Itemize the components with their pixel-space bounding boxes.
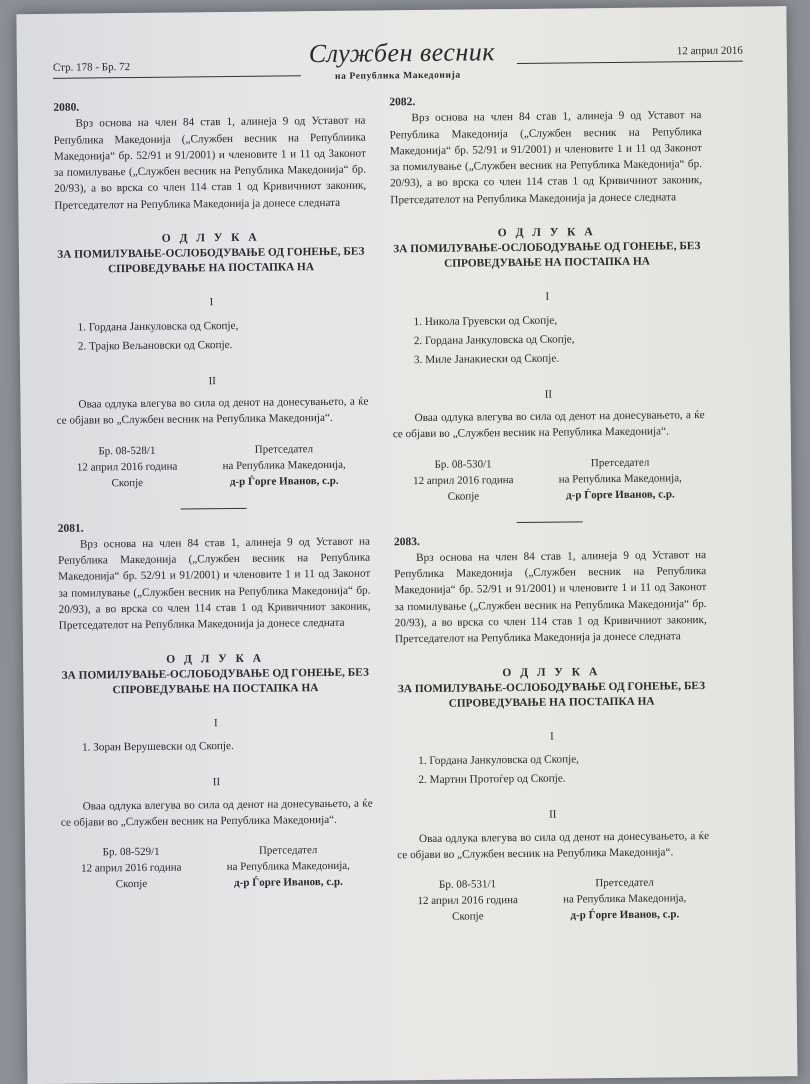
registration-place: Скопје [111,476,144,489]
registration-number: Бр. 08-528/1 [98,444,156,457]
decision-number: 2081. [57,522,84,535]
decision-preamble: Врз основа на член 84 став 1, алинеја 9 од Уставот на Република Македонија („Службен весник на Република Македонија“ бр. 52/91 и 91/2001) и членовите 1 и 11 од Законот за помилување („Службен весник на Република Македонија“ бр. 20/93), а во врска со член 114 став 1 од Кривичниот законик, Претседателот на Република Македонија ја донесе следната [389,109,703,207]
registration-place: Скопје [447,489,480,503]
decision-subtitle: ЗА ПОМИЛУВАЊЕ-ОСЛОБОДУВАЊЕ ОД ГОНЕЊЕ, БЕЗ СПРОВЕДУВАЊЕ НА ПОСТАПКА НА [397,679,706,710]
left-column [53,97,373,893]
issue-date: 12 април 2016 [676,44,743,58]
list-item: 3. Миле Јанакиески од Скопје. [413,352,560,366]
list-item: 1. Никола Груевски од Скопје, [413,314,558,328]
list-item: 2. Гордана Јанкуловска од Скопје, [413,333,575,347]
signature-block [397,874,709,925]
header-rule-right [517,61,743,64]
list-item: 1. Гордана Јанкуловска од Скопје, [77,319,239,334]
separator-rule [181,507,247,509]
decision-preamble: Врз основа на член 84 став 1, алинеја 9 од Уставот на Република Македонија („Службен весник на Републиика Македонија“ бр. 52/91 и 91/2001) и членовите 1 и 11 од Законот за помилување („Службен весник на Република Македонија“ бр. 20/93), а во врска со член 114 став 1 од Кривичниот законик, Претседателот на Република Македонија ја донесе следната [53,114,367,212]
president-of: на Република Македонија, [222,458,346,472]
president-of: на Република Македонија, [226,859,350,874]
registration-place: Скопје [452,910,484,923]
section-heading: I [550,730,554,743]
effect-clause: Оваа одлука влегува во сила од денот на донесувањето, а ќе се објави во „Службен весник на Република Македонија“. [56,395,369,428]
decision-block [389,91,705,505]
president-name: д-р Ѓорге Иванов, с.р. [566,487,675,502]
decision-number: 2082. [389,96,416,109]
signature-block [61,842,373,893]
gazette-page [16,6,797,1084]
president-title: Претседател [595,876,654,890]
president-name: д-р Ѓорге Иванов, с.р. [229,474,339,488]
decision-title: О Д Л У К А [497,226,596,240]
registration-date: 12 април 2016 година [417,894,518,908]
president-name: д-р Ѓорге Иванов, с.р. [234,875,343,890]
right-column [389,91,710,925]
decision-number: 2080. [53,101,80,114]
gazette-logo-title: Службен весник [308,37,496,69]
decision-title: О Д Л У К А [166,652,265,666]
registration-date: 12 април 2016 година [76,460,178,474]
section-heading: I [209,296,214,309]
section-heading: II [208,374,216,387]
section-heading: II [544,388,553,401]
decision-subtitle: ЗА ПОМИЛУВАЊЕ-ОСЛОБОДУВАЊЕ ОД ГОНЕЊЕ, БЕЗ СПРОВЕДУВАЊЕ НА ПОСТАПКА НА [61,666,369,697]
president-name: д-р Ѓорге Иванов, с.р. [570,908,680,922]
registration-place: Скопје [115,878,148,891]
effect-clause: Оваа одлука влегува во сила од денот на донесувањето, а ќе се објави во „Службен весник на Република Македонија“. [397,829,710,862]
president-title: Претседател [258,844,318,857]
decision-title: О Д Л У К А [502,665,601,679]
list-item: 1. Зоран Верушевски од Скопје. [81,740,234,754]
gazette-logo-subtitle: на Република Македонија [334,70,461,82]
list-item: 1. Гордана Јанкуловска од Скопје, [418,753,580,768]
registration-number: Бр. 08-529/1 [102,845,160,859]
list-item: 2. Мартин Протоѓер од Скопје. [418,772,566,787]
header-rule-left [53,75,301,79]
decision-subtitle: ЗА ПОМИЛУВАЊЕ-ОСЛОБОДУВАЊЕ ОД ГОНЕЊЕ, БЕЗ СПРОВЕДУВАЊЕ НА ПОСТАПКА НА [57,245,365,276]
section-heading: I [545,291,550,304]
decision-subtitle: ЗА ПОМИЛУВАЊЕ-ОСЛОБОДУВАЊЕ ОД ГОНЕЊЕ, БЕЗ СПРОВЕДУВАЊЕ НА ПОСТАПКА НА [393,240,701,271]
president-of: на Република Македонија, [558,471,682,486]
registration-number: Бр. 08-531/1 [438,878,497,891]
page-header [29,37,767,98]
signature-block [57,440,369,491]
section-heading: II [212,776,221,789]
separator-rule [517,521,583,523]
registration-date: 12 април 2016 година [412,473,514,487]
effect-clause: Оваа одлука влегува во сила од денот на донесувањето, а ќе се објави во „Службен весник на Република Македонија“. [392,409,705,441]
decision-block [58,517,374,893]
decision-number: 2083. [393,535,420,548]
decision-preamble: Врз основа на член 84 став 1, алинеја 9 од Уставот на Република Македонија („Службен весник на Република Македонија“ бр. 52/91 и 91/2001) и членовите 1 и 11 од Законот за помилување („Службен весник на Република Македонија“ бр. 20/93), а во врска со член 114 став 1 од Кривичниот законик, Претседателот на Република Македонија ја донесе следната [394,548,707,646]
registration-date: 12 април 2016 година [81,861,182,875]
list-item: 2. Трајко Вељановски од Скопје. [77,338,233,353]
president-of: на Република Македонија, [563,892,687,906]
decision-title: О Д Л У К А [161,231,260,245]
section-heading: I [213,717,218,730]
decision-preamble: Врз основа на член 84 став 1, алинеја 9 од Уставот на Република Македонија („Службен весник на Република Македонија“ бр. 52/91 и 91/2001) и членовите 1 и 11 од Законот за помилување („Службен весник на Република Македонија“ бр. 20/93), а во врска со член 114 став 1 од Кривичниот законик, Претседателот на Република Македонија ја донесе следната [58,535,371,633]
decision-block [53,97,369,492]
president-title: Претседател [254,442,314,456]
decision-block [394,531,710,926]
section-heading: II [549,808,557,821]
president-title: Претседател [590,456,650,469]
signature-block [393,454,705,505]
effect-clause: Оваа одлука влегува во сила од денот на донесувањето, а ќе се објави во „Службен весник на Република Македонија“. [60,797,373,829]
page-reference: Стр. 178 - Бр. 72 [52,61,131,74]
registration-number: Бр. 08-530/1 [434,457,492,471]
